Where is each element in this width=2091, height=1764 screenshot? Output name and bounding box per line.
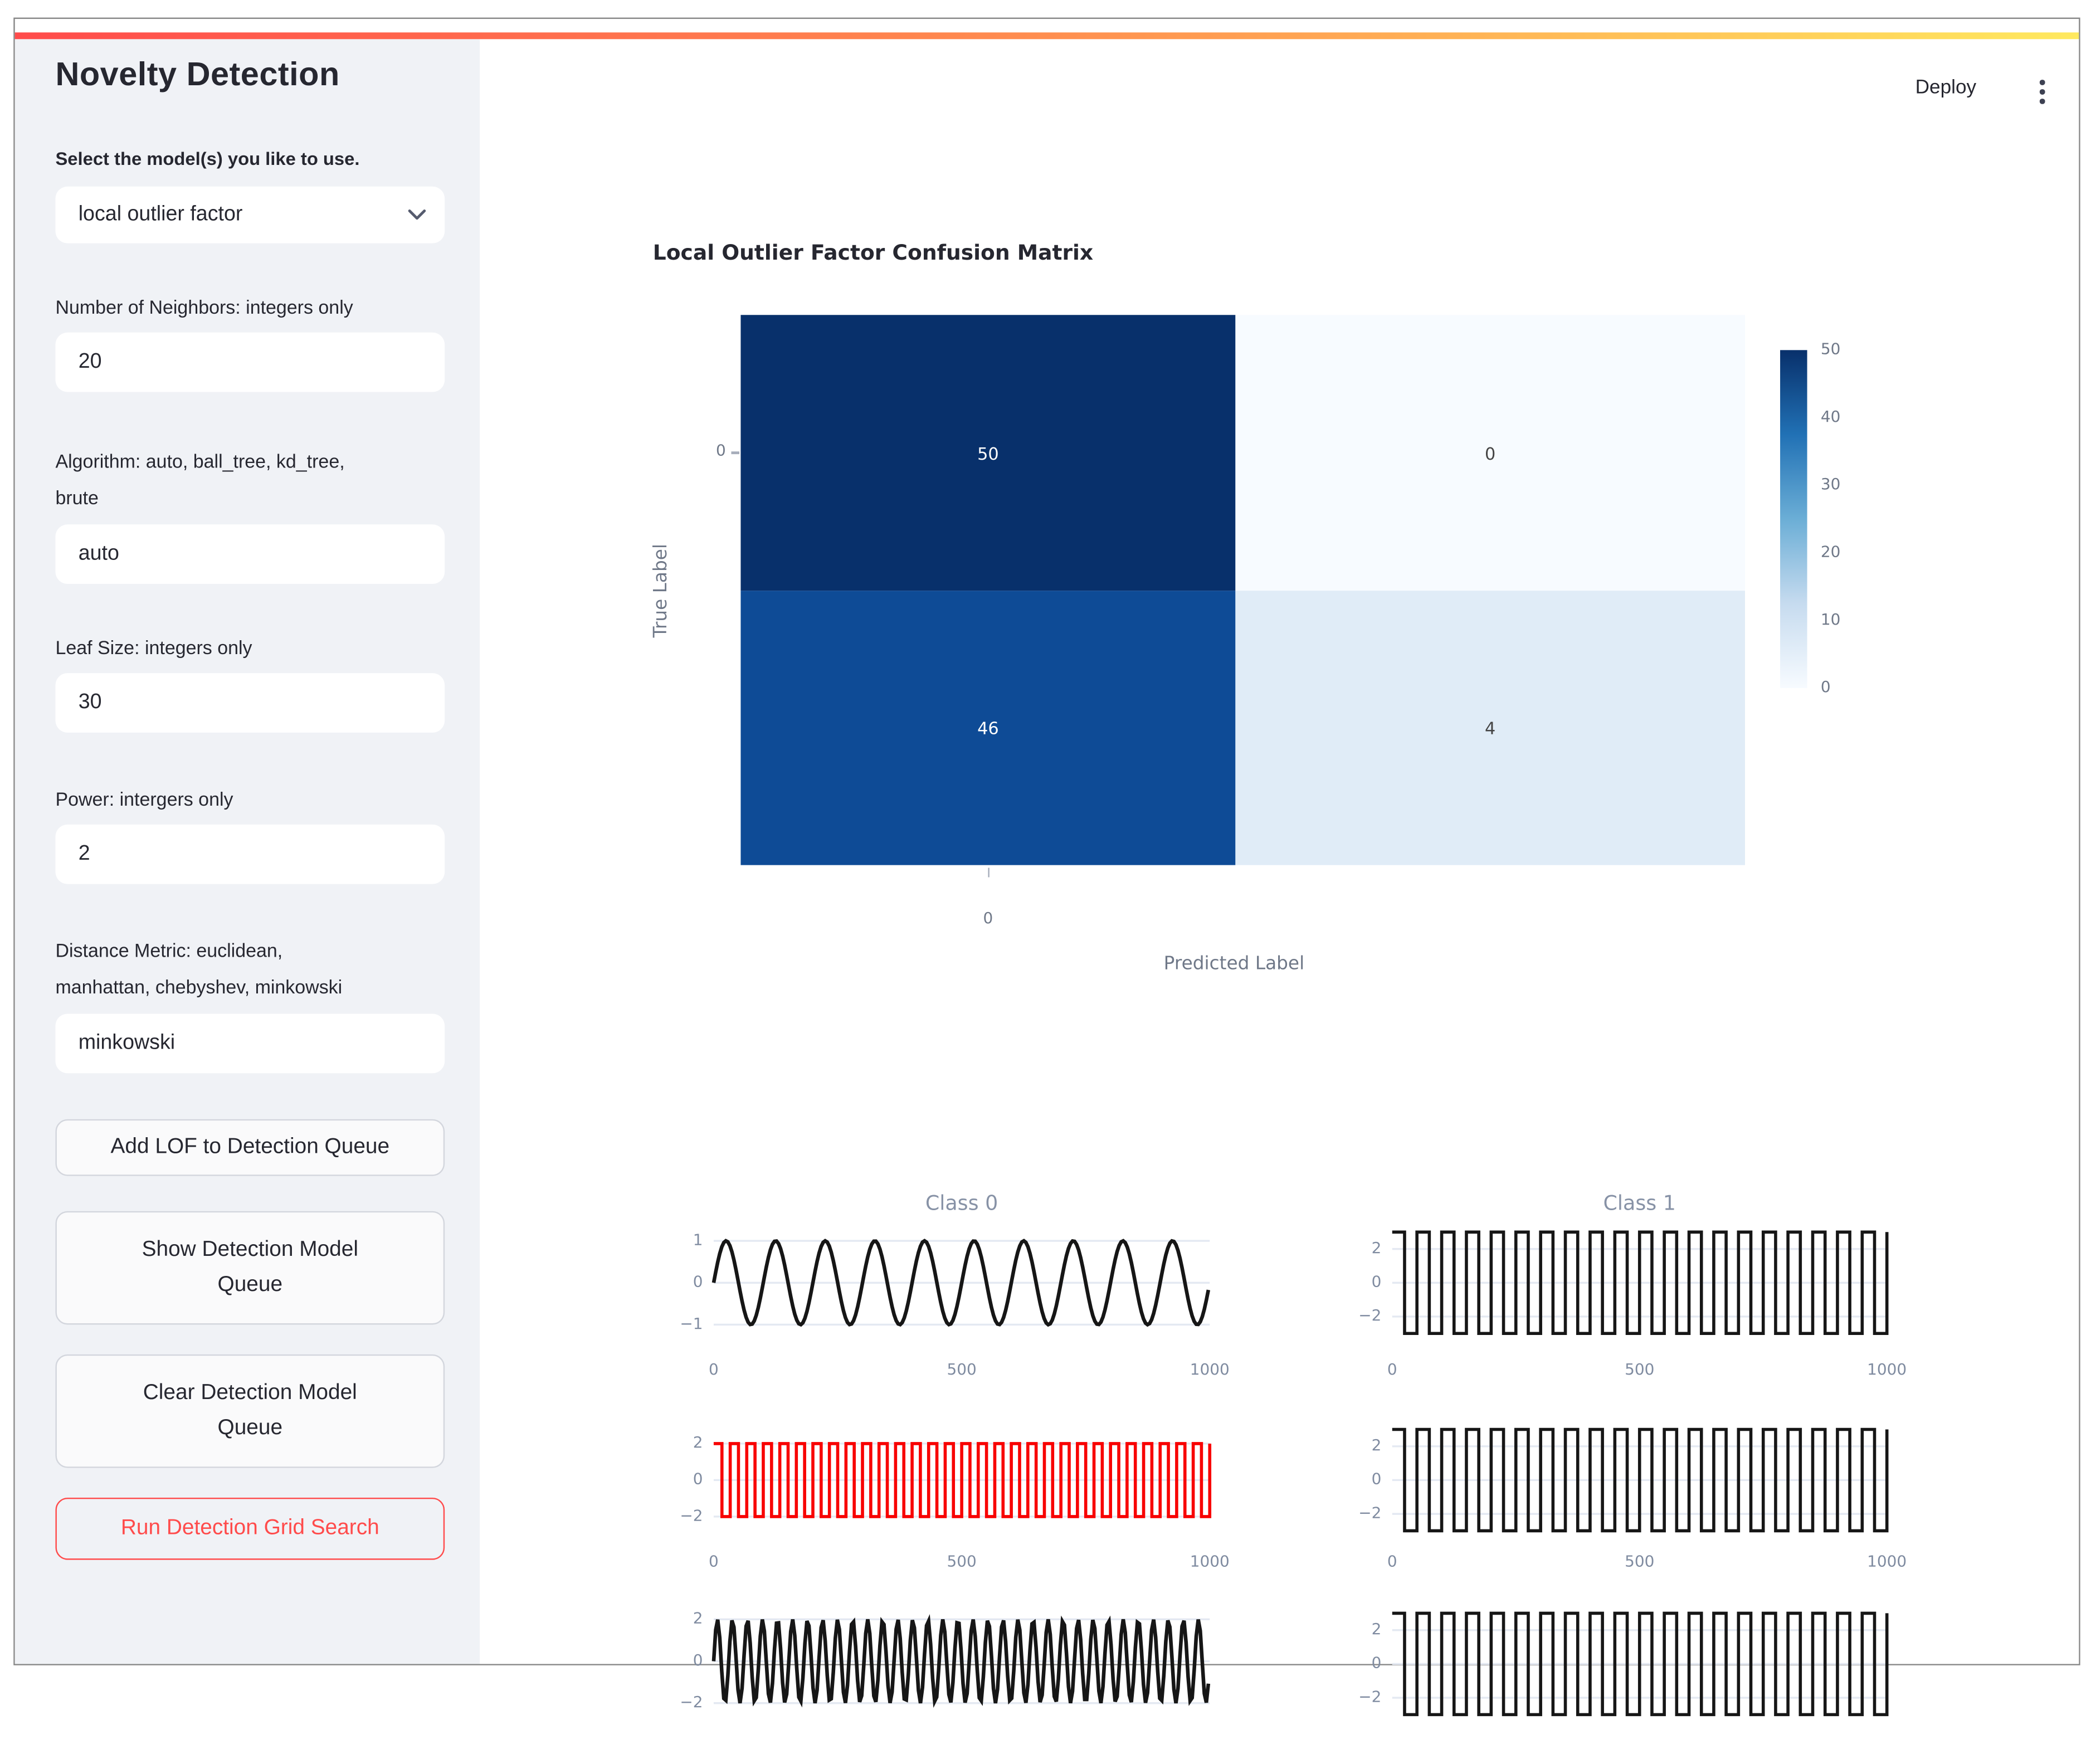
- plot-x-tick-label: 1000: [1867, 1359, 1907, 1379]
- subplot-title: Class 1: [1603, 1191, 1676, 1215]
- plot-y-tick-label: 0: [1371, 1469, 1382, 1489]
- colorbar-tick-label: 40: [1820, 407, 1841, 426]
- plot-x-tick-label: 0: [1387, 1359, 1397, 1379]
- model-select-value: local outlier factor: [78, 202, 243, 226]
- plot-y-tick-label: −2: [1358, 1305, 1382, 1325]
- leaf-size-input[interactable]: [55, 673, 445, 733]
- signal-plot-r2c1: [714, 1419, 1210, 1543]
- neighbors-value: 20: [78, 350, 102, 373]
- deploy-button[interactable]: Deploy: [1915, 77, 1977, 99]
- plot-x-tick-label: 1000: [1190, 1359, 1230, 1379]
- confusion-matrix-heatmap: [740, 315, 1745, 865]
- plot-y-tick-label: −2: [680, 1692, 703, 1712]
- plot-x-tick-label: 0: [709, 1359, 719, 1379]
- x-axis-tick-label: 0: [983, 908, 993, 928]
- heatmap-cell-0-1: 0: [1235, 315, 1745, 591]
- colorbar-tick-label: 10: [1820, 610, 1841, 629]
- plot-y-tick-label: 1: [693, 1230, 703, 1249]
- signal-plot-r1c2: [1392, 1221, 1887, 1345]
- signal-plot-r2c2: [1392, 1419, 1887, 1543]
- plot-y-tick-label: 2: [1371, 1619, 1382, 1639]
- y-axis-tickmark: [731, 451, 739, 454]
- kebab-menu-icon[interactable]: [2029, 76, 2056, 108]
- y-axis-label: True Label: [650, 543, 672, 638]
- plot-y-tick-label: 2: [1371, 1238, 1382, 1258]
- neighbors-label: Number of Neighbors: integers only: [55, 296, 353, 318]
- power-value: 2: [78, 842, 90, 865]
- plot-x-tick-label: 500: [1625, 1359, 1655, 1379]
- algorithm-value: auto: [78, 542, 119, 566]
- colorbar-gradient: [1780, 350, 1807, 688]
- plot-x-tick-label: 0: [1387, 1552, 1397, 1571]
- signal-plot-r1c1: [714, 1221, 1210, 1345]
- heatmap-cell-1-1: 4: [1235, 591, 1745, 865]
- x-axis-tickmark: [987, 868, 990, 877]
- model-select[interactable]: [55, 187, 445, 243]
- show-queue-button-label: Show Detection Model Queue: [142, 1238, 359, 1297]
- colorbar-tick-label: 20: [1820, 542, 1841, 561]
- signal-plot-r3c2: [1392, 1602, 1887, 1764]
- distance-metric-value: minkowski: [78, 1031, 176, 1055]
- power-input[interactable]: [55, 825, 445, 884]
- plot-y-tick-label: 0: [1371, 1271, 1382, 1291]
- heatmap-cell-1-0: 46: [740, 591, 1235, 865]
- add-lof-button-label: Add LOF to Detection Queue: [110, 1135, 390, 1159]
- plot-y-tick-label: 2: [1371, 1435, 1382, 1455]
- clear-queue-button-label: Clear Detection Model Queue: [143, 1381, 357, 1440]
- signal-plot-r3c1: [714, 1602, 1210, 1764]
- colorbar-tick-label: 50: [1820, 339, 1841, 358]
- run-grid-search-button-label: Run Detection Grid Search: [120, 1516, 379, 1540]
- add-lof-button[interactable]: [55, 1119, 445, 1176]
- plot-x-tick-label: 1000: [1190, 1552, 1230, 1571]
- plot-y-tick-label: 0: [693, 1469, 703, 1489]
- distance-metric-label: Distance Metric: euclidean, manhattan, chebyshev, minkowski: [55, 939, 343, 998]
- colorbar-tick-label: 30: [1820, 474, 1841, 494]
- plot-y-tick-label: −2: [680, 1505, 703, 1525]
- power-label: Power: intergers only: [55, 788, 233, 810]
- plot-y-tick-label: −2: [1358, 1687, 1382, 1706]
- x-axis-label: Predicted Label: [1163, 953, 1305, 975]
- plot-x-tick-label: 500: [947, 1359, 977, 1379]
- confusion-matrix-title: Local Outlier Factor Confusion Matrix: [652, 240, 1094, 265]
- plot-y-tick-label: 2: [693, 1608, 703, 1627]
- sidebar: [15, 39, 480, 1664]
- algorithm-input[interactable]: [55, 524, 445, 584]
- colorbar-tick-label: 0: [1820, 677, 1831, 696]
- plot-y-tick-label: 0: [693, 1650, 703, 1670]
- plot-y-tick-label: 0: [693, 1271, 703, 1291]
- heatmap-cell-0-0: 50: [740, 315, 1235, 591]
- clear-queue-button[interactable]: [55, 1354, 445, 1468]
- y-axis-tick-label: 0: [715, 440, 726, 460]
- chevron-down-icon: [408, 203, 426, 227]
- plot-y-tick-label: 2: [693, 1432, 703, 1452]
- main-content: [480, 39, 2079, 1712]
- distance-metric-input[interactable]: [55, 1014, 445, 1074]
- algorithm-label: Algorithm: auto, ball_tree, kd_tree, brute: [55, 450, 345, 509]
- plot-y-tick-label: −2: [1358, 1503, 1382, 1522]
- leaf-size-label: Leaf Size: integers only: [55, 636, 252, 659]
- decoration-bar: [15, 32, 2079, 39]
- neighbors-input[interactable]: [55, 333, 445, 392]
- plot-y-tick-label: −1: [680, 1314, 703, 1333]
- plot-x-tick-label: 1000: [1867, 1552, 1907, 1571]
- leaf-size-value: 30: [78, 690, 102, 714]
- app-window: [13, 18, 2080, 1712]
- run-grid-search-button[interactable]: [55, 1498, 445, 1560]
- show-queue-button[interactable]: [55, 1211, 445, 1325]
- plot-x-tick-label: 500: [1625, 1552, 1655, 1571]
- plot-x-tick-label: 0: [709, 1552, 719, 1571]
- model-select-label: Select the model(s) you like to use.: [55, 148, 360, 169]
- subplot-title: Class 0: [925, 1191, 998, 1215]
- plot-y-tick-label: 0: [1371, 1653, 1382, 1672]
- plot-x-tick-label: 500: [947, 1552, 977, 1571]
- sidebar-title: Novelty Detection: [55, 56, 340, 94]
